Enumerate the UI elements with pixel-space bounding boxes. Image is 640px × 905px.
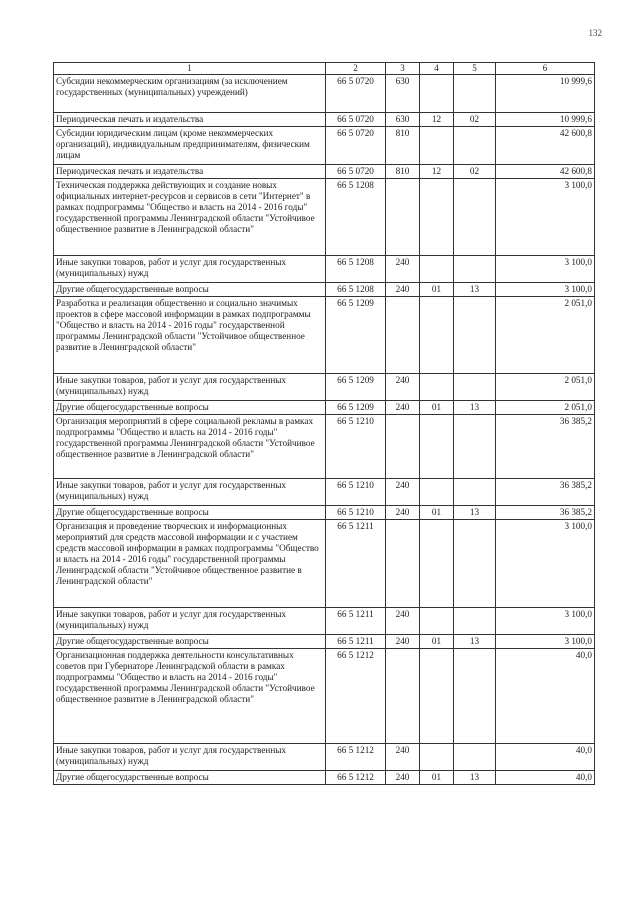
expense-type-cell: 240: [386, 283, 420, 297]
description-cell: Субсидии некоммерческим организациям (за исключением государственных (муниципальных) учреждений): [54, 75, 326, 113]
subsection-cell: 13: [454, 283, 496, 297]
column-header-2: 2: [326, 63, 386, 75]
table-row: [54, 506, 595, 520]
subsection-cell: [454, 608, 496, 635]
table-row: [54, 649, 595, 744]
page-number: 132: [588, 28, 602, 38]
section-cell: 01: [420, 401, 454, 415]
amount-cell: 3 100,0: [496, 256, 595, 283]
table-row: [54, 520, 595, 608]
subsection-cell: 13: [454, 771, 496, 785]
description-cell: Иные закупки товаров, работ и услуг для государственных (муниципальных) нужд: [54, 374, 326, 401]
description-cell: Техническая поддержка действующих и создание новых официальных интернет-ресурсов и сервисов в сети "Интернет" в рамках подпрограммы "Общество и власть на 2014 - 2016 годы" государственной программы Ленинградской области "Устойчивое общественное развитие в Ленинградской области": [54, 179, 326, 256]
column-header-6: 6: [496, 63, 595, 75]
table-row: [54, 744, 595, 771]
table-row: [54, 635, 595, 649]
subsection-cell: [454, 256, 496, 283]
amount-cell: 2 051,0: [496, 401, 595, 415]
amount-cell: 3 100,0: [496, 608, 595, 635]
amount-cell: 3 100,0: [496, 283, 595, 297]
amount-cell: 36 385,2: [496, 479, 595, 506]
amount-cell: 40,0: [496, 744, 595, 771]
table-row: [54, 113, 595, 127]
expense-type-cell: [386, 649, 420, 744]
amount-cell: 3 100,0: [496, 635, 595, 649]
table-row: [54, 479, 595, 506]
section-cell: 01: [420, 506, 454, 520]
table-row: [54, 165, 595, 179]
section-cell: [420, 479, 454, 506]
subsection-cell: [454, 415, 496, 479]
subsection-cell: 02: [454, 165, 496, 179]
column-header-1: 1: [54, 63, 326, 75]
description-cell: Иные закупки товаров, работ и услуг для государственных (муниципальных) нужд: [54, 256, 326, 283]
amount-cell: 10 999,6: [496, 113, 595, 127]
subsection-cell: [454, 649, 496, 744]
amount-cell: 40,0: [496, 771, 595, 785]
budget-table: [53, 62, 595, 785]
table-row: [54, 415, 595, 479]
expense-type-cell: [386, 520, 420, 608]
header-row: [54, 63, 595, 75]
target-code-cell: 66 5 1209: [326, 401, 386, 415]
expense-type-cell: [386, 179, 420, 256]
section-cell: [420, 649, 454, 744]
description-cell: Периодическая печать и издательства: [54, 165, 326, 179]
subsection-cell: 13: [454, 401, 496, 415]
expense-type-cell: 240: [386, 771, 420, 785]
amount-cell: 36 385,2: [496, 506, 595, 520]
description-cell: Другие общегосударственные вопросы: [54, 283, 326, 297]
section-cell: [420, 520, 454, 608]
subsection-cell: [454, 75, 496, 113]
target-code-cell: 66 5 1212: [326, 649, 386, 744]
section-cell: [420, 744, 454, 771]
amount-cell: 3 100,0: [496, 520, 595, 608]
expense-type-cell: 810: [386, 165, 420, 179]
target-code-cell: 66 5 0720: [326, 113, 386, 127]
expense-type-cell: 630: [386, 75, 420, 113]
section-cell: [420, 179, 454, 256]
section-cell: [420, 374, 454, 401]
description-cell: Субсидии юридическим лицам (кроме некоммерческих организаций), индивидуальным предпринимателям, физическим лицам: [54, 127, 326, 165]
column-header-3: 3: [386, 63, 420, 75]
amount-cell: 2 051,0: [496, 374, 595, 401]
section-cell: [420, 297, 454, 374]
subsection-cell: 13: [454, 635, 496, 649]
target-code-cell: 66 5 0720: [326, 75, 386, 113]
description-cell: Периодическая печать и издательства: [54, 113, 326, 127]
expense-type-cell: 810: [386, 127, 420, 165]
target-code-cell: 66 5 0720: [326, 165, 386, 179]
description-cell: Другие общегосударственные вопросы: [54, 401, 326, 415]
description-cell: Другие общегосударственные вопросы: [54, 506, 326, 520]
table-row: [54, 75, 595, 113]
target-code-cell: 66 5 0720: [326, 127, 386, 165]
section-cell: [420, 608, 454, 635]
amount-cell: 3 100,0: [496, 179, 595, 256]
target-code-cell: 66 5 1212: [326, 771, 386, 785]
amount-cell: 10 999,6: [496, 75, 595, 113]
expense-type-cell: 240: [386, 506, 420, 520]
section-cell: 01: [420, 635, 454, 649]
section-cell: 01: [420, 771, 454, 785]
amount-cell: 2 051,0: [496, 297, 595, 374]
target-code-cell: 66 5 1210: [326, 506, 386, 520]
section-cell: 12: [420, 165, 454, 179]
target-code-cell: 66 5 1211: [326, 635, 386, 649]
expense-type-cell: 240: [386, 608, 420, 635]
target-code-cell: 66 5 1210: [326, 415, 386, 479]
target-code-cell: 66 5 1211: [326, 608, 386, 635]
expense-type-cell: 240: [386, 401, 420, 415]
target-code-cell: 66 5 1209: [326, 374, 386, 401]
expense-type-cell: 240: [386, 479, 420, 506]
amount-cell: 36 385,2: [496, 415, 595, 479]
table-row: [54, 608, 595, 635]
subsection-cell: [454, 479, 496, 506]
expense-type-cell: [386, 415, 420, 479]
target-code-cell: 66 5 1212: [326, 744, 386, 771]
table-row: [54, 771, 595, 785]
table-row: [54, 179, 595, 256]
description-cell: Другие общегосударственные вопросы: [54, 635, 326, 649]
description-cell: Организационная поддержка деятельности консультативных советов при Губернаторе Ленинградской области в рамках подпрограммы "Общество и власть на 2014 - 2016 годы" государственной программы Ленинградской области "Устойчивое общественное развитие в Ленинградской области": [54, 649, 326, 744]
column-header-5: 5: [454, 63, 496, 75]
subsection-cell: 02: [454, 113, 496, 127]
section-cell: [420, 75, 454, 113]
description-cell: Иные закупки товаров, работ и услуг для государственных (муниципальных) нужд: [54, 479, 326, 506]
section-cell: 12: [420, 113, 454, 127]
expense-type-cell: 240: [386, 635, 420, 649]
target-code-cell: 66 5 1208: [326, 179, 386, 256]
amount-cell: 40,0: [496, 649, 595, 744]
table-row: [54, 297, 595, 374]
section-cell: [420, 415, 454, 479]
description-cell: Другие общегосударственные вопросы: [54, 771, 326, 785]
expense-type-cell: 240: [386, 374, 420, 401]
expense-type-cell: 240: [386, 256, 420, 283]
table-row: [54, 256, 595, 283]
description-cell: Организация и проведение творческих и информационных мероприятий для средств массовой информации и с участием средств массовой информации в рамках подпрограммы "Общество и власть на 2014 - 2016 годы" государственной программы Ленинградской области "Устойчивое общественное развитие в Ленинградской области": [54, 520, 326, 608]
expense-type-cell: 240: [386, 744, 420, 771]
subsection-cell: [454, 297, 496, 374]
expense-type-cell: [386, 297, 420, 374]
subsection-cell: [454, 374, 496, 401]
target-code-cell: 66 5 1210: [326, 479, 386, 506]
target-code-cell: 66 5 1208: [326, 283, 386, 297]
table-row: [54, 283, 595, 297]
subsection-cell: [454, 127, 496, 165]
subsection-cell: [454, 744, 496, 771]
amount-cell: 42 600,8: [496, 165, 595, 179]
table-row: [54, 127, 595, 165]
section-cell: [420, 127, 454, 165]
expense-type-cell: 630: [386, 113, 420, 127]
section-cell: 01: [420, 283, 454, 297]
target-code-cell: 66 5 1209: [326, 297, 386, 374]
subsection-cell: 13: [454, 506, 496, 520]
description-cell: Иные закупки товаров, работ и услуг для государственных (муниципальных) нужд: [54, 744, 326, 771]
description-cell: Иные закупки товаров, работ и услуг для государственных (муниципальных) нужд: [54, 608, 326, 635]
table-body: [54, 75, 595, 785]
description-cell: Разработка и реализация общественно и социально значимых проектов в сфере массовой информации в рамках подпрограммы "Общество и власть на 2014 - 2016 годы" государственной программы Ленинградской области "Устойчивое общественное развитие в Ленинградской области": [54, 297, 326, 374]
table-row: [54, 401, 595, 415]
target-code-cell: 66 5 1208: [326, 256, 386, 283]
column-header-4: 4: [420, 63, 454, 75]
subsection-cell: [454, 179, 496, 256]
section-cell: [420, 256, 454, 283]
table-row: [54, 374, 595, 401]
description-cell: Организация мероприятий в сфере социальной рекламы в рамках подпрограммы "Общество и власть на 2014 - 2016 годы" государственной программы Ленинградской области "Устойчивое общественное развитие в Ленинградской области": [54, 415, 326, 479]
subsection-cell: [454, 520, 496, 608]
amount-cell: 42 600,8: [496, 127, 595, 165]
target-code-cell: 66 5 1211: [326, 520, 386, 608]
